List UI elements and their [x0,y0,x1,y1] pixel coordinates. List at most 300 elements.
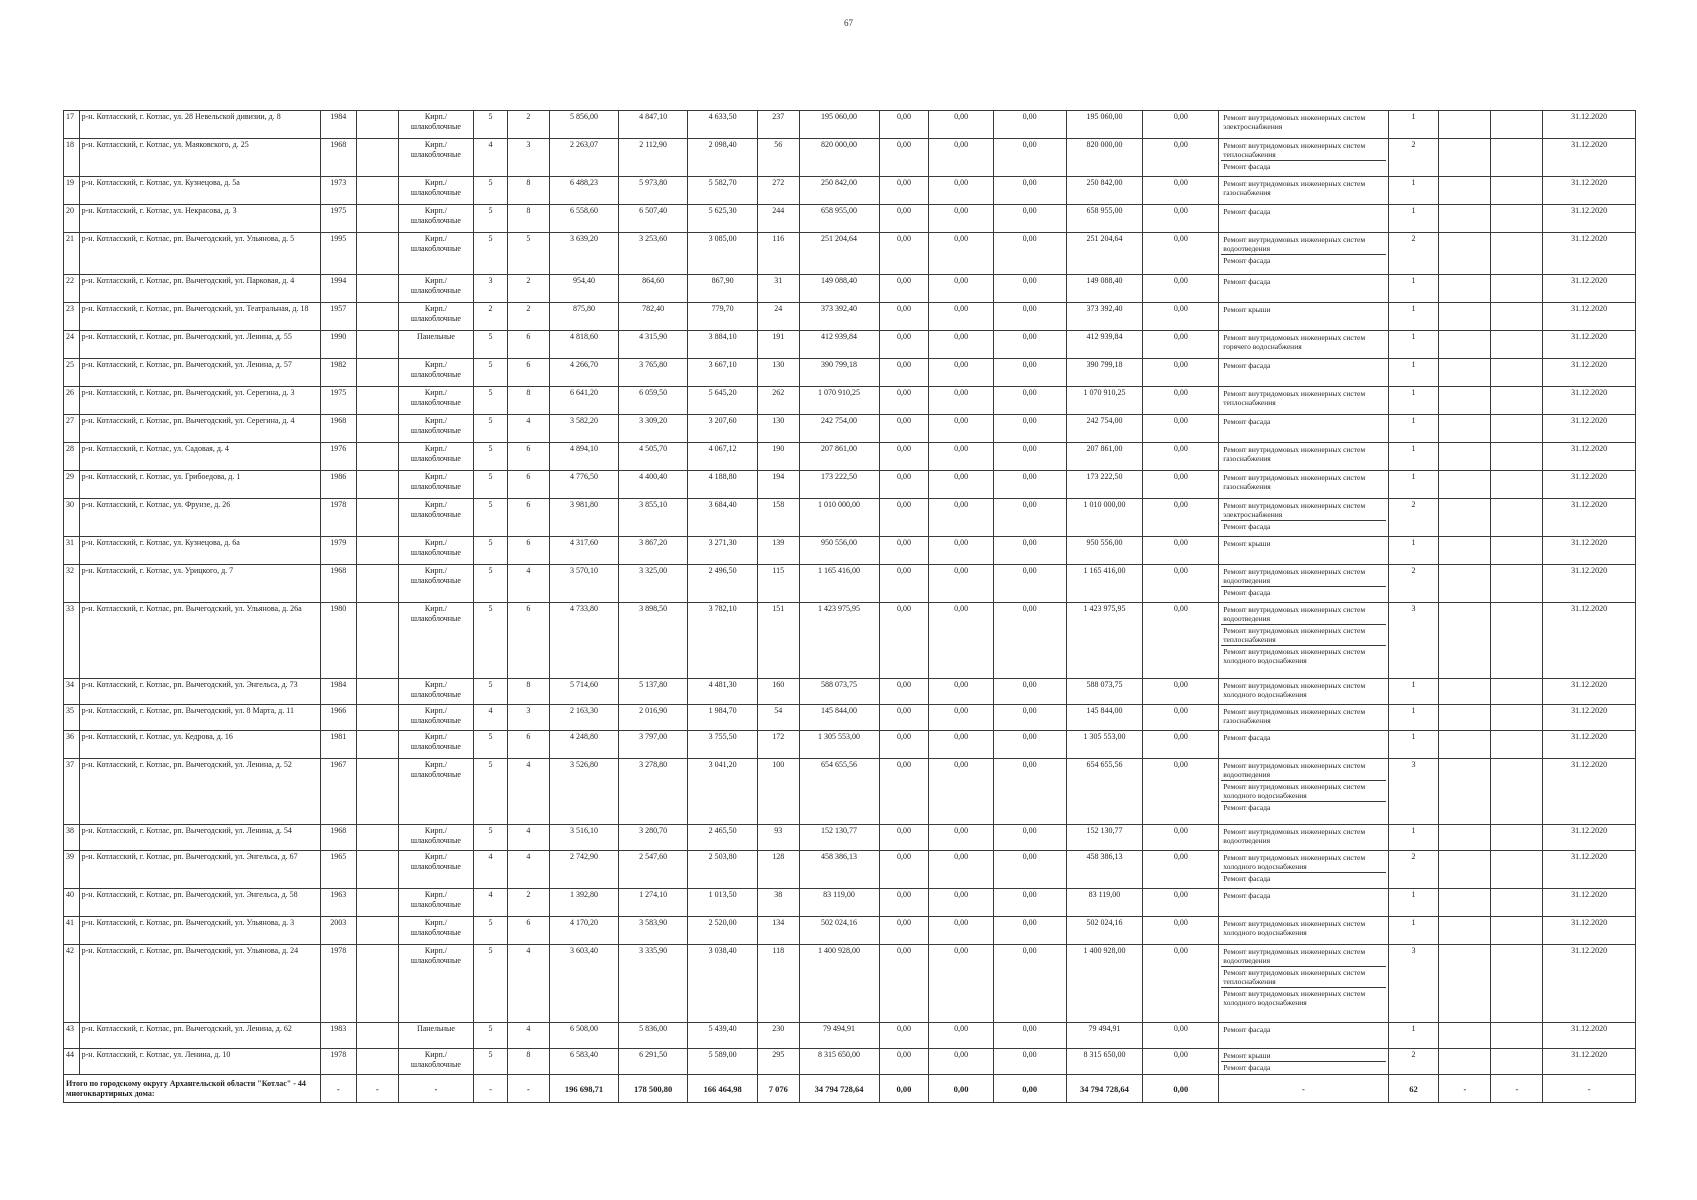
year-cell: 1975 [320,387,356,415]
work-count-cell: 2 [1388,1049,1439,1075]
works-cell [1219,945,1388,1023]
area-total-cell: 4 248,80 [550,731,619,759]
f-fed-cell: 0,00 [879,537,929,565]
work-item: Ремонт внутридомовых инженерных систем водоотведения [1221,946,1385,967]
f-own-cell: 251 204,64 [1066,233,1143,275]
empty-cell [1491,233,1543,275]
area-res-cell: 4 633,50 [688,111,758,139]
empty-cell [356,205,398,233]
empty-cell [1491,205,1543,233]
work-item: Ремонт внутридомовых инженерных систем водоотведения [1221,566,1385,587]
f-mun-cell: 0,00 [993,945,1066,1023]
work-count-cell: 1 [1388,177,1439,205]
material-cell: Кирп./ шлакоблочные [398,415,474,443]
works-cell [1219,415,1388,443]
area-total-cell: 4 733,80 [550,603,619,679]
work-item: Ремонт фасада [1223,522,1271,531]
f-fed-cell: 0,00 [879,851,929,889]
material-cell: Кирп./ шлакоблочные [398,139,474,177]
work-count-cell: 1 [1388,275,1439,303]
f-reg-cell: 0,00 [929,499,993,537]
area-lv-cell: 3 867,20 [618,537,688,565]
empty-cell [1491,275,1543,303]
empty-cell [1439,387,1491,415]
deadline-cell: 31.12.2020 [1543,387,1636,415]
area-lv-cell: 3 855,10 [618,499,688,537]
area-lv-cell: 2 016,90 [618,705,688,731]
f-oth-cell: 0,00 [1143,889,1219,917]
material-cell: Кирп./ шлакоблочные [398,1049,474,1075]
f-oth-cell: 0,00 [1143,705,1219,731]
f-oth-cell: 0,00 [1143,443,1219,471]
dash-cell: - [1543,1075,1636,1103]
area-total-cell: 3 516,10 [550,825,619,851]
work-count-cell: 3 [1388,945,1439,1023]
people-cell: 194 [757,471,799,499]
area-lv-cell: 3 898,50 [618,603,688,679]
work-count-cell: 1 [1388,917,1439,945]
empty-cell [1439,1023,1491,1049]
works-cell [1219,759,1388,825]
works-cell [1219,917,1388,945]
people-cell: 54 [757,705,799,731]
floors-cell: 4 [474,889,507,917]
year-cell: 1979 [320,537,356,565]
floors-cell: 5 [474,1049,507,1075]
f-own-cell: 654 655,56 [1066,759,1143,825]
area-res-cell: 3 782,10 [688,603,758,679]
work-count-cell: 1 [1388,303,1439,331]
area-lv-cell: 6 291,50 [618,1049,688,1075]
deadline-cell: 31.12.2020 [1543,679,1636,705]
area-res-cell: 2 098,40 [688,139,758,177]
year-cell: 1978 [320,1049,356,1075]
f-own-cell: 1 400 928,00 [1066,945,1143,1023]
work-item: Ремонт фасада [1223,207,1271,216]
empty-cell [356,233,398,275]
cost-cell: 1 305 553,00 [799,731,879,759]
row-number: 28 [64,443,80,471]
area-res-cell: 3 038,40 [688,945,758,1023]
area-lv-cell: 6 507,40 [618,205,688,233]
area-res-cell: 5 439,40 [688,1023,758,1049]
address-cell: р-н. Котласский, г. Котлас, рп. Вычегодский, ул. Ульянова, д. 26а [79,603,320,679]
area-lv-cell: 5 137,80 [618,679,688,705]
f-mun-cell: 0,00 [993,111,1066,139]
cost-cell: 654 655,56 [799,759,879,825]
address-cell: р-н. Котласский, г. Котлас, ул. Грибоедова, д. 1 [79,471,320,499]
empty-cell [1491,945,1543,1023]
address-cell: р-н. Котласский, г. Котлас, ул. Некрасова, д. 3 [79,205,320,233]
f-reg-cell: 0,00 [929,177,993,205]
address-cell: р-н. Котласский, г. Котлас, ул. Кузнецова, д. 5а [79,177,320,205]
material-cell: Кирп./ шлакоблочные [398,705,474,731]
entr-cell: 8 [507,205,550,233]
deadline-cell: 31.12.2020 [1543,1023,1636,1049]
area-lv-cell: 864,60 [618,275,688,303]
f-reg-cell: 0,00 [929,851,993,889]
people-cell: 56 [757,139,799,177]
year-cell: 1968 [320,415,356,443]
floors-cell: 5 [474,945,507,1023]
table-row [64,303,1636,331]
cost-cell: 1 423 975,95 [799,603,879,679]
row-number: 31 [64,537,80,565]
f-reg-cell: 0,00 [929,1049,993,1075]
f-fed-cell: 0,00 [879,387,929,415]
table-body [64,111,1636,1103]
material-cell: Кирп./ шлакоблочные [398,205,474,233]
f-oth-cell: 0,00 [1143,387,1219,415]
table-row [64,471,1636,499]
f-mun-cell: 0,00 [993,177,1066,205]
year-cell: 1968 [320,825,356,851]
f-oth-cell: 0,00 [1143,945,1219,1023]
material-cell: Кирп./ шлакоблочные [398,889,474,917]
f-mun-cell: 0,00 [993,415,1066,443]
floors-cell: 5 [474,387,507,415]
f-fed-cell: 0,00 [879,471,929,499]
row-number: 20 [64,205,80,233]
area-lv-cell: 3 309,20 [618,415,688,443]
deadline-cell: 31.12.2020 [1543,303,1636,331]
table-row [64,275,1636,303]
empty-cell [1439,731,1491,759]
f-oth-cell: 0,00 [1143,499,1219,537]
empty-cell [1491,889,1543,917]
address-cell: р-н. Котласский, г. Котлас, ул. Маяковского, д. 25 [79,139,320,177]
works-cell [1219,443,1388,471]
area-res-total: 166 464,98 [688,1075,758,1103]
area-total-cell: 3 526,80 [550,759,619,825]
area-total-cell: 2 263,07 [550,139,619,177]
work-item: Ремонт фасада [1223,733,1271,742]
empty-cell [356,565,398,603]
f-reg-cell: 0,00 [929,537,993,565]
f-oth-cell: 0,00 [1143,825,1219,851]
empty-cell [356,1023,398,1049]
table-row [64,825,1636,851]
floors-cell: 5 [474,825,507,851]
f-mun-cell: 0,00 [993,759,1066,825]
floors-cell: 2 [474,303,507,331]
empty-cell [1491,851,1543,889]
work-item: Ремонт внутридомовых инженерных систем холодного водоснабжения [1223,681,1366,699]
floors-cell: 5 [474,471,507,499]
empty-cell [1491,443,1543,471]
empty-cell [356,177,398,205]
work-item: Ремонт внутридомовых инженерных систем теплоснабжения [1221,967,1385,988]
table-row [64,917,1636,945]
f-fed-cell: 0,00 [879,415,929,443]
row-number: 41 [64,917,80,945]
empty-cell [1439,275,1491,303]
empty-cell [356,331,398,359]
f-own-cell: 152 130,77 [1066,825,1143,851]
f-own-cell: 8 315 650,00 [1066,1049,1143,1075]
page-number: 67 [844,18,853,28]
people-cell: 191 [757,331,799,359]
work-item: Ремонт фасада [1223,1025,1271,1034]
f-fed-cell: 0,00 [879,825,929,851]
year-cell: 1980 [320,603,356,679]
entr-cell: 2 [507,303,550,331]
f-mun-cell: 0,00 [993,1049,1066,1075]
area-lv-cell: 4 400,40 [618,471,688,499]
year-cell: 1986 [320,471,356,499]
work-count-cell: 2 [1388,233,1439,275]
f-reg-cell: 0,00 [929,603,993,679]
f-fed-cell: 0,00 [879,275,929,303]
table-row [64,205,1636,233]
work-item: Ремонт внутридомовых инженерных систем теплоснабжения [1223,389,1366,407]
material-cell: Кирп./ шлакоблочные [398,275,474,303]
people-cell: 93 [757,825,799,851]
deadline-cell: 31.12.2020 [1543,139,1636,177]
f-own-total: 34 794 728,64 [1066,1075,1143,1103]
people-cell: 244 [757,205,799,233]
deadline-cell: 31.12.2020 [1543,603,1636,679]
f-reg-cell: 0,00 [929,1023,993,1049]
work-item: Ремонт фасада [1223,874,1271,883]
floors-cell: 4 [474,851,507,889]
table-row [64,443,1636,471]
deadline-cell: 31.12.2020 [1543,415,1636,443]
area-lv-cell: 3 583,90 [618,917,688,945]
works-cell [1219,1023,1388,1049]
f-fed-cell: 0,00 [879,499,929,537]
work-count-cell: 1 [1388,359,1439,387]
f-reg-cell: 0,00 [929,731,993,759]
empty-cell [1491,679,1543,705]
empty-cell [356,275,398,303]
area-res-cell: 4 481,30 [688,679,758,705]
floors-cell: 4 [474,705,507,731]
f-oth-cell: 0,00 [1143,233,1219,275]
f-fed-cell: 0,00 [879,443,929,471]
material-cell: Кирп./ шлакоблочные [398,759,474,825]
empty-cell [356,1049,398,1075]
f-oth-cell: 0,00 [1143,537,1219,565]
people-cell: 130 [757,415,799,443]
floors-cell: 5 [474,759,507,825]
people-cell: 139 [757,537,799,565]
empty-cell [356,731,398,759]
f-fed-cell: 0,00 [879,731,929,759]
f-oth-cell: 0,00 [1143,303,1219,331]
row-number: 43 [64,1023,80,1049]
f-mun-cell: 0,00 [993,603,1066,679]
material-cell: Кирп./ шлакоблочные [398,537,474,565]
f-own-cell: 658 955,00 [1066,205,1143,233]
entr-cell: 4 [507,759,550,825]
year-cell: 1984 [320,111,356,139]
row-number: 23 [64,303,80,331]
f-mun-cell: 0,00 [993,331,1066,359]
empty-cell [1491,331,1543,359]
f-own-cell: 207 861,00 [1066,443,1143,471]
empty-cell [1439,111,1491,139]
deadline-cell: 31.12.2020 [1543,177,1636,205]
empty-cell [356,139,398,177]
f-oth-cell: 0,00 [1143,139,1219,177]
area-res-cell: 4 188,80 [688,471,758,499]
year-cell: 1982 [320,359,356,387]
f-mun-cell: 0,00 [993,471,1066,499]
year-cell: 1968 [320,565,356,603]
year-cell: 1995 [320,233,356,275]
area-lv-cell: 5 836,00 [618,1023,688,1049]
deadline-cell: 31.12.2020 [1543,233,1636,275]
area-res-cell: 2 503,80 [688,851,758,889]
cost-cell: 1 070 910,25 [799,387,879,415]
f-oth-total: 0,00 [1143,1075,1219,1103]
table-row [64,1049,1636,1075]
cost-cell: 390 799,18 [799,359,879,387]
f-reg-cell: 0,00 [929,679,993,705]
work-item: Ремонт внутридомовых инженерных систем горячего водоснабжения [1223,333,1366,351]
work-count-cell: 1 [1388,331,1439,359]
f-reg-cell: 0,00 [929,387,993,415]
people-cell: 190 [757,443,799,471]
dash-cell: - [1439,1075,1491,1103]
f-oth-cell: 0,00 [1143,331,1219,359]
address-cell: р-н. Котласский, г. Котлас, рп. Вычегодский, ул. Серегина, д. 3 [79,387,320,415]
empty-cell [356,537,398,565]
address-cell: р-н. Котласский, г. Котлас, ул. Фрунзе, д. 26 [79,499,320,537]
area-res-cell: 3 207,60 [688,415,758,443]
empty-cell [356,917,398,945]
work-count-cell: 3 [1388,759,1439,825]
area-res-cell: 3 271,30 [688,537,758,565]
empty-cell [1439,359,1491,387]
dash-cell: - [398,1075,474,1103]
area-lv-cell: 4 315,90 [618,331,688,359]
area-total-cell: 4 818,60 [550,331,619,359]
area-res-cell: 5 589,00 [688,1049,758,1075]
address-cell: р-н. Котласский, г. Котлас, ул. Кедрова, д. 16 [79,731,320,759]
cost-cell: 1 165 416,00 [799,565,879,603]
area-res-cell: 2 496,50 [688,565,758,603]
deadline-cell: 31.12.2020 [1543,537,1636,565]
f-oth-cell: 0,00 [1143,565,1219,603]
f-reg-cell: 0,00 [929,359,993,387]
table-row [64,359,1636,387]
table-row [64,537,1636,565]
work-item: Ремонт фасада [1223,256,1271,265]
area-res-cell: 3 884,10 [688,331,758,359]
deadline-cell: 31.12.2020 [1543,275,1636,303]
f-fed-cell: 0,00 [879,331,929,359]
cost-cell: 251 204,64 [799,233,879,275]
cost-cell: 173 222,50 [799,471,879,499]
f-own-cell: 1 165 416,00 [1066,565,1143,603]
f-mun-cell: 0,00 [993,499,1066,537]
area-lv-cell: 2 547,60 [618,851,688,889]
empty-cell [356,415,398,443]
f-own-cell: 195 060,00 [1066,111,1143,139]
empty-cell [1491,825,1543,851]
empty-cell [1439,331,1491,359]
floors-cell: 5 [474,443,507,471]
cost-cell: 195 060,00 [799,111,879,139]
f-mun-cell: 0,00 [993,825,1066,851]
people-cell: 31 [757,275,799,303]
material-cell: Кирп./ шлакоблочные [398,945,474,1023]
floors-cell: 5 [474,565,507,603]
entr-cell: 8 [507,679,550,705]
empty-cell [356,945,398,1023]
row-number: 21 [64,233,80,275]
cost-cell: 412 939,84 [799,331,879,359]
f-oth-cell: 0,00 [1143,205,1219,233]
cost-total: 34 794 728,64 [799,1075,879,1103]
year-cell: 2003 [320,917,356,945]
f-oth-cell: 0,00 [1143,359,1219,387]
empty-cell [1439,443,1491,471]
f-mun-cell: 0,00 [993,537,1066,565]
dash-cell: - [1219,1075,1388,1103]
f-mun-cell: 0,00 [993,205,1066,233]
empty-cell [1439,945,1491,1023]
f-own-cell: 83 119,00 [1066,889,1143,917]
entr-cell: 8 [507,387,550,415]
material-cell: Кирп./ шлакоблочные [398,679,474,705]
material-cell: Кирп./ шлакоблочные [398,233,474,275]
area-res-cell: 2 520,00 [688,917,758,945]
deadline-cell: 31.12.2020 [1543,565,1636,603]
floors-cell: 3 [474,275,507,303]
table-row [64,331,1636,359]
material-cell: Кирп./ шлакоблочные [398,471,474,499]
floors-cell: 5 [474,679,507,705]
people-cell: 272 [757,177,799,205]
year-cell: 1973 [320,177,356,205]
row-number: 27 [64,415,80,443]
table-row [64,889,1636,917]
work-item: Ремонт внутридомовых инженерных систем холодного водоснабжения [1223,647,1366,665]
deadline-cell: 31.12.2020 [1543,111,1636,139]
empty-cell [1491,415,1543,443]
deadline-cell: 31.12.2020 [1543,359,1636,387]
area-lv-cell: 2 112,90 [618,139,688,177]
work-item: Ремонт внутридомовых инженерных систем электроснабжения [1223,113,1366,131]
address-cell: р-н. Котласский, г. Котлас, рп. Вычегодский, ул. Энгельса, д. 73 [79,679,320,705]
year-cell: 1968 [320,139,356,177]
empty-cell [1491,387,1543,415]
f-fed-total: 0,00 [879,1075,929,1103]
f-oth-cell: 0,00 [1143,731,1219,759]
entr-cell: 3 [507,139,550,177]
f-own-cell: 242 754,00 [1066,415,1143,443]
table-row [64,565,1636,603]
cost-cell: 8 315 650,00 [799,1049,879,1075]
f-oth-cell: 0,00 [1143,603,1219,679]
address-cell: р-н. Котласский, г. Котлас, рп. Вычегодский, ул. Ульянова, д. 3 [79,917,320,945]
address-cell: р-н. Котласский, г. Котлас, ул. Садовая, д. 4 [79,443,320,471]
entr-cell: 8 [507,177,550,205]
works-cell [1219,205,1388,233]
area-total-cell: 3 603,40 [550,945,619,1023]
year-cell: 1963 [320,889,356,917]
f-own-cell: 412 939,84 [1066,331,1143,359]
row-number: 22 [64,275,80,303]
works-cell [1219,825,1388,851]
people-cell: 130 [757,359,799,387]
work-item: Ремонт внутридомовых инженерных систем теплоснабжения [1221,625,1385,646]
empty-cell [1491,1049,1543,1075]
f-oth-cell: 0,00 [1143,917,1219,945]
